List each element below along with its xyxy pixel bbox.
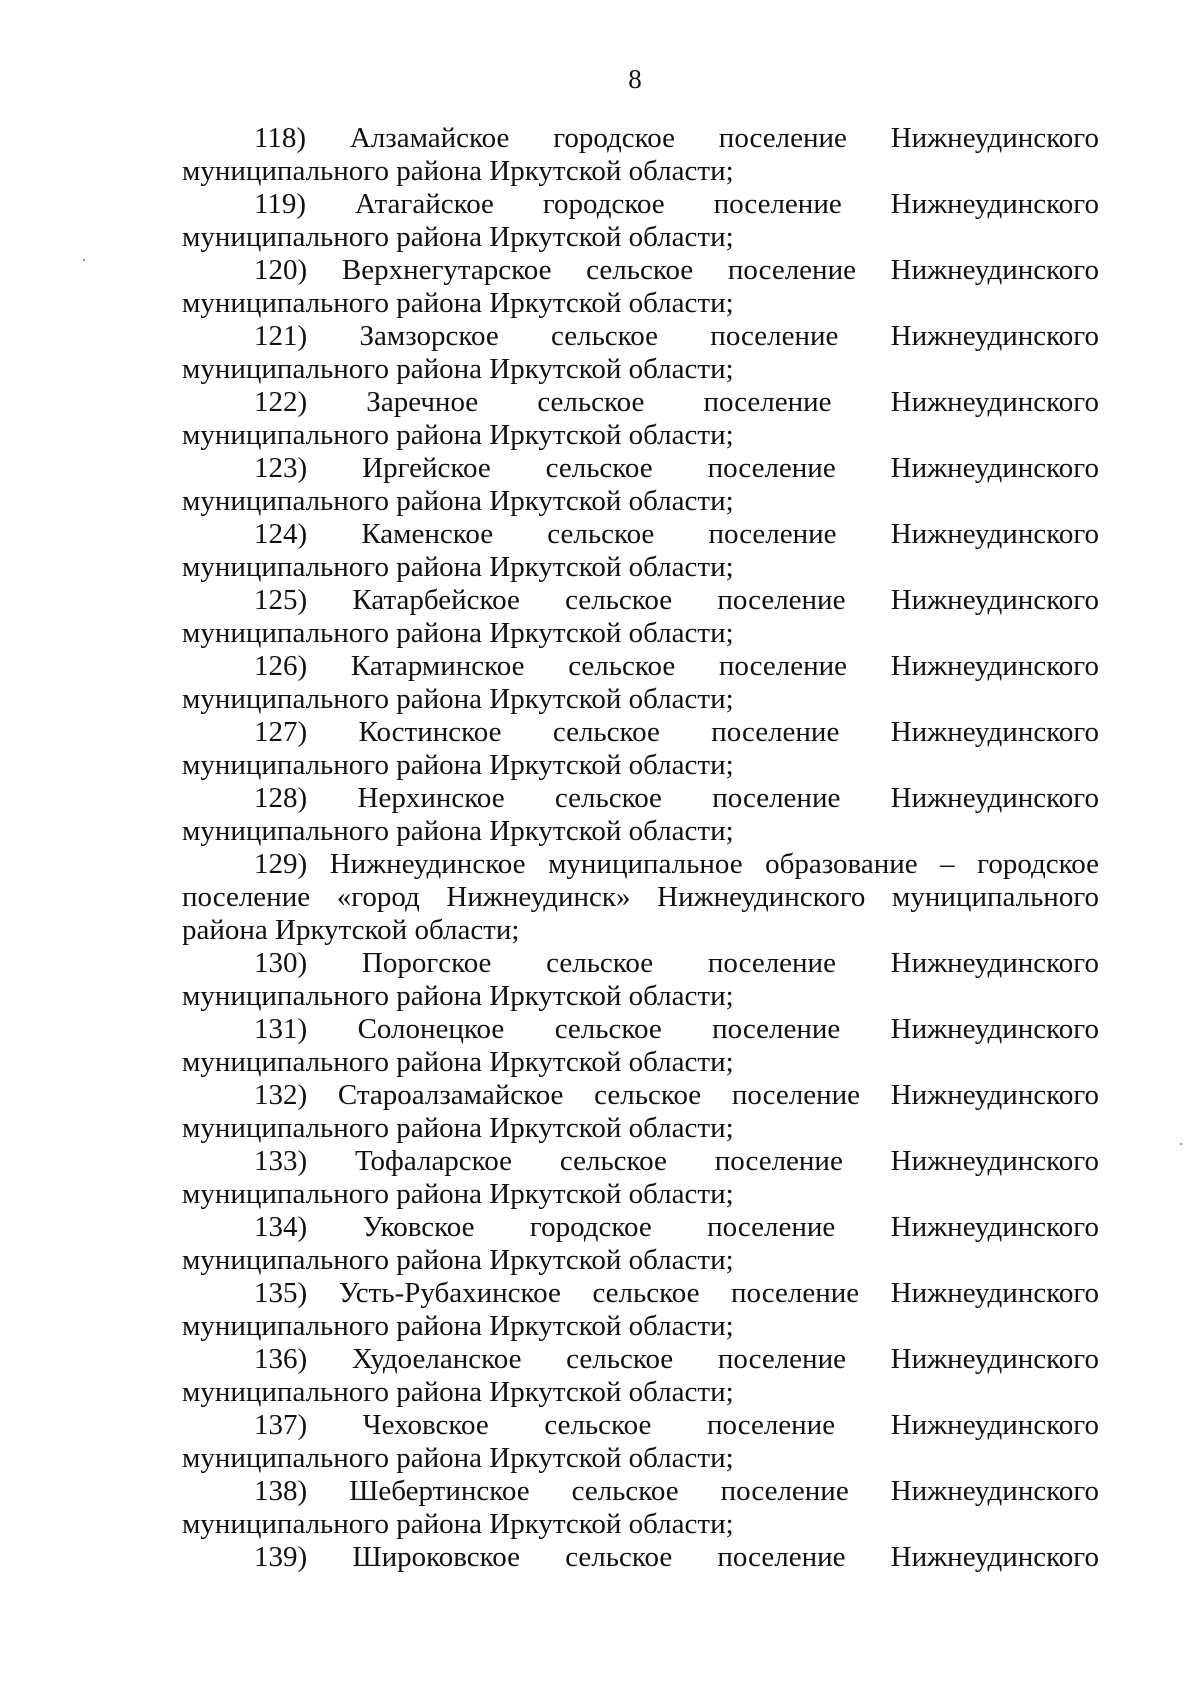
list-item: 125) Катарбейское сельское поселение Нижнеудинского	[254, 584, 1099, 616]
list-item: 132) Староалзамайское сельское поселение Нижнеудинского	[254, 1079, 1099, 1111]
list-item-continuation: муниципального района Иркутской области;	[182, 749, 734, 781]
list-item: 135) Усть-Рубахинское сельское поселение Нижнеудинского	[254, 1277, 1099, 1309]
list-item: 121) Замзорское сельское поселение Нижнеудинского	[254, 320, 1099, 352]
list-item: 120) Верхнегутарское сельское поселение Нижнеудинского	[254, 254, 1099, 286]
list-item: 123) Иргейское сельское поселение Нижнеудинского	[254, 452, 1099, 484]
list-item: 138) Шебертинское сельское поселение Нижнеудинского	[254, 1475, 1099, 1507]
list-item-continuation: муниципального района Иркутской области;	[182, 287, 734, 319]
list-item: 139) Широковское сельское поселение Нижнеудинского	[254, 1541, 1099, 1573]
list-item: 131) Солонецкое сельское поселение Нижнеудинского	[254, 1013, 1099, 1045]
scan-speck	[1180, 1143, 1182, 1145]
list-item-continuation: муниципального района Иркутской области;	[182, 1046, 734, 1078]
list-item: 136) Худоеланское сельское поселение Нижнеудинского	[254, 1343, 1099, 1375]
list-item-continuation: муниципального района Иркутской области;	[182, 485, 734, 517]
list-item-continuation: района Иркутской области;	[182, 914, 520, 946]
page-number: 8	[628, 64, 642, 94]
scan-speck	[83, 259, 85, 261]
list-item-129: 129) Нижнеудинское муниципальное образование – городское	[254, 848, 1099, 880]
list-item: 127) Костинское сельское поселение Нижнеудинского	[254, 716, 1099, 748]
list-item-continuation: муниципального района Иркутской области;	[182, 1442, 734, 1474]
list-item: 126) Катарминское сельское поселение Нижнеудинского	[254, 650, 1099, 682]
list-item-continuation: муниципального района Иркутской области;	[182, 221, 734, 253]
list-item-continuation: муниципального района Иркутской области;	[182, 1244, 734, 1276]
list-item-continuation: муниципального района Иркутской области;	[182, 155, 734, 187]
list-item: 119) Атагайское городское поселение Нижнеудинского	[254, 188, 1099, 220]
item-number: 118)	[254, 122, 307, 154]
list-item-continuation: муниципального района Иркутской области;	[182, 1376, 734, 1408]
list-item-continuation: муниципального района Иркутской области;	[182, 980, 734, 1012]
list-item-continuation: муниципального района Иркутской области;	[182, 1112, 734, 1144]
list-item-continuation: муниципального района Иркутской области;	[182, 353, 734, 385]
list-item-continuation: муниципального района Иркутской области;	[182, 1508, 734, 1540]
list-item-continuation: муниципального района Иркутской области;	[182, 1310, 734, 1342]
list-item: 124) Каменское сельское поселение Нижнеудинского	[254, 518, 1099, 550]
list-item: 134) Уковское городское поселение Нижнеудинского	[254, 1211, 1099, 1243]
list-item: 133) Тофаларское сельское поселение Нижнеудинского	[254, 1145, 1099, 1177]
list-item-continuation: муниципального района Иркутской области;	[182, 683, 734, 715]
list-item-continuation: муниципального района Иркутской области;	[182, 617, 734, 649]
list-item-continuation: муниципального района Иркутской области;	[182, 815, 734, 847]
list-item-continuation: муниципального района Иркутской области;	[182, 1178, 734, 1210]
list-item-continuation: муниципального района Иркутской области;	[182, 551, 734, 583]
list-item-continuation: поселение «город Нижнеудинск» Нижнеудинского муниципального	[182, 881, 1099, 913]
list-item: 128) Нерхинское сельское поселение Нижнеудинского	[254, 782, 1099, 814]
list-item: 122) Заречное сельское поселение Нижнеудинского	[254, 386, 1099, 418]
list-item: 130) Порогское сельское поселение Нижнеудинского	[254, 947, 1099, 979]
list-item: 137) Чеховское сельское поселение Нижнеудинского	[254, 1409, 1099, 1441]
list-item: 118) Алзамайское городское поселение Нижнеудинского	[254, 124, 1099, 157]
list-item-continuation: муниципального района Иркутской области;	[182, 419, 734, 451]
